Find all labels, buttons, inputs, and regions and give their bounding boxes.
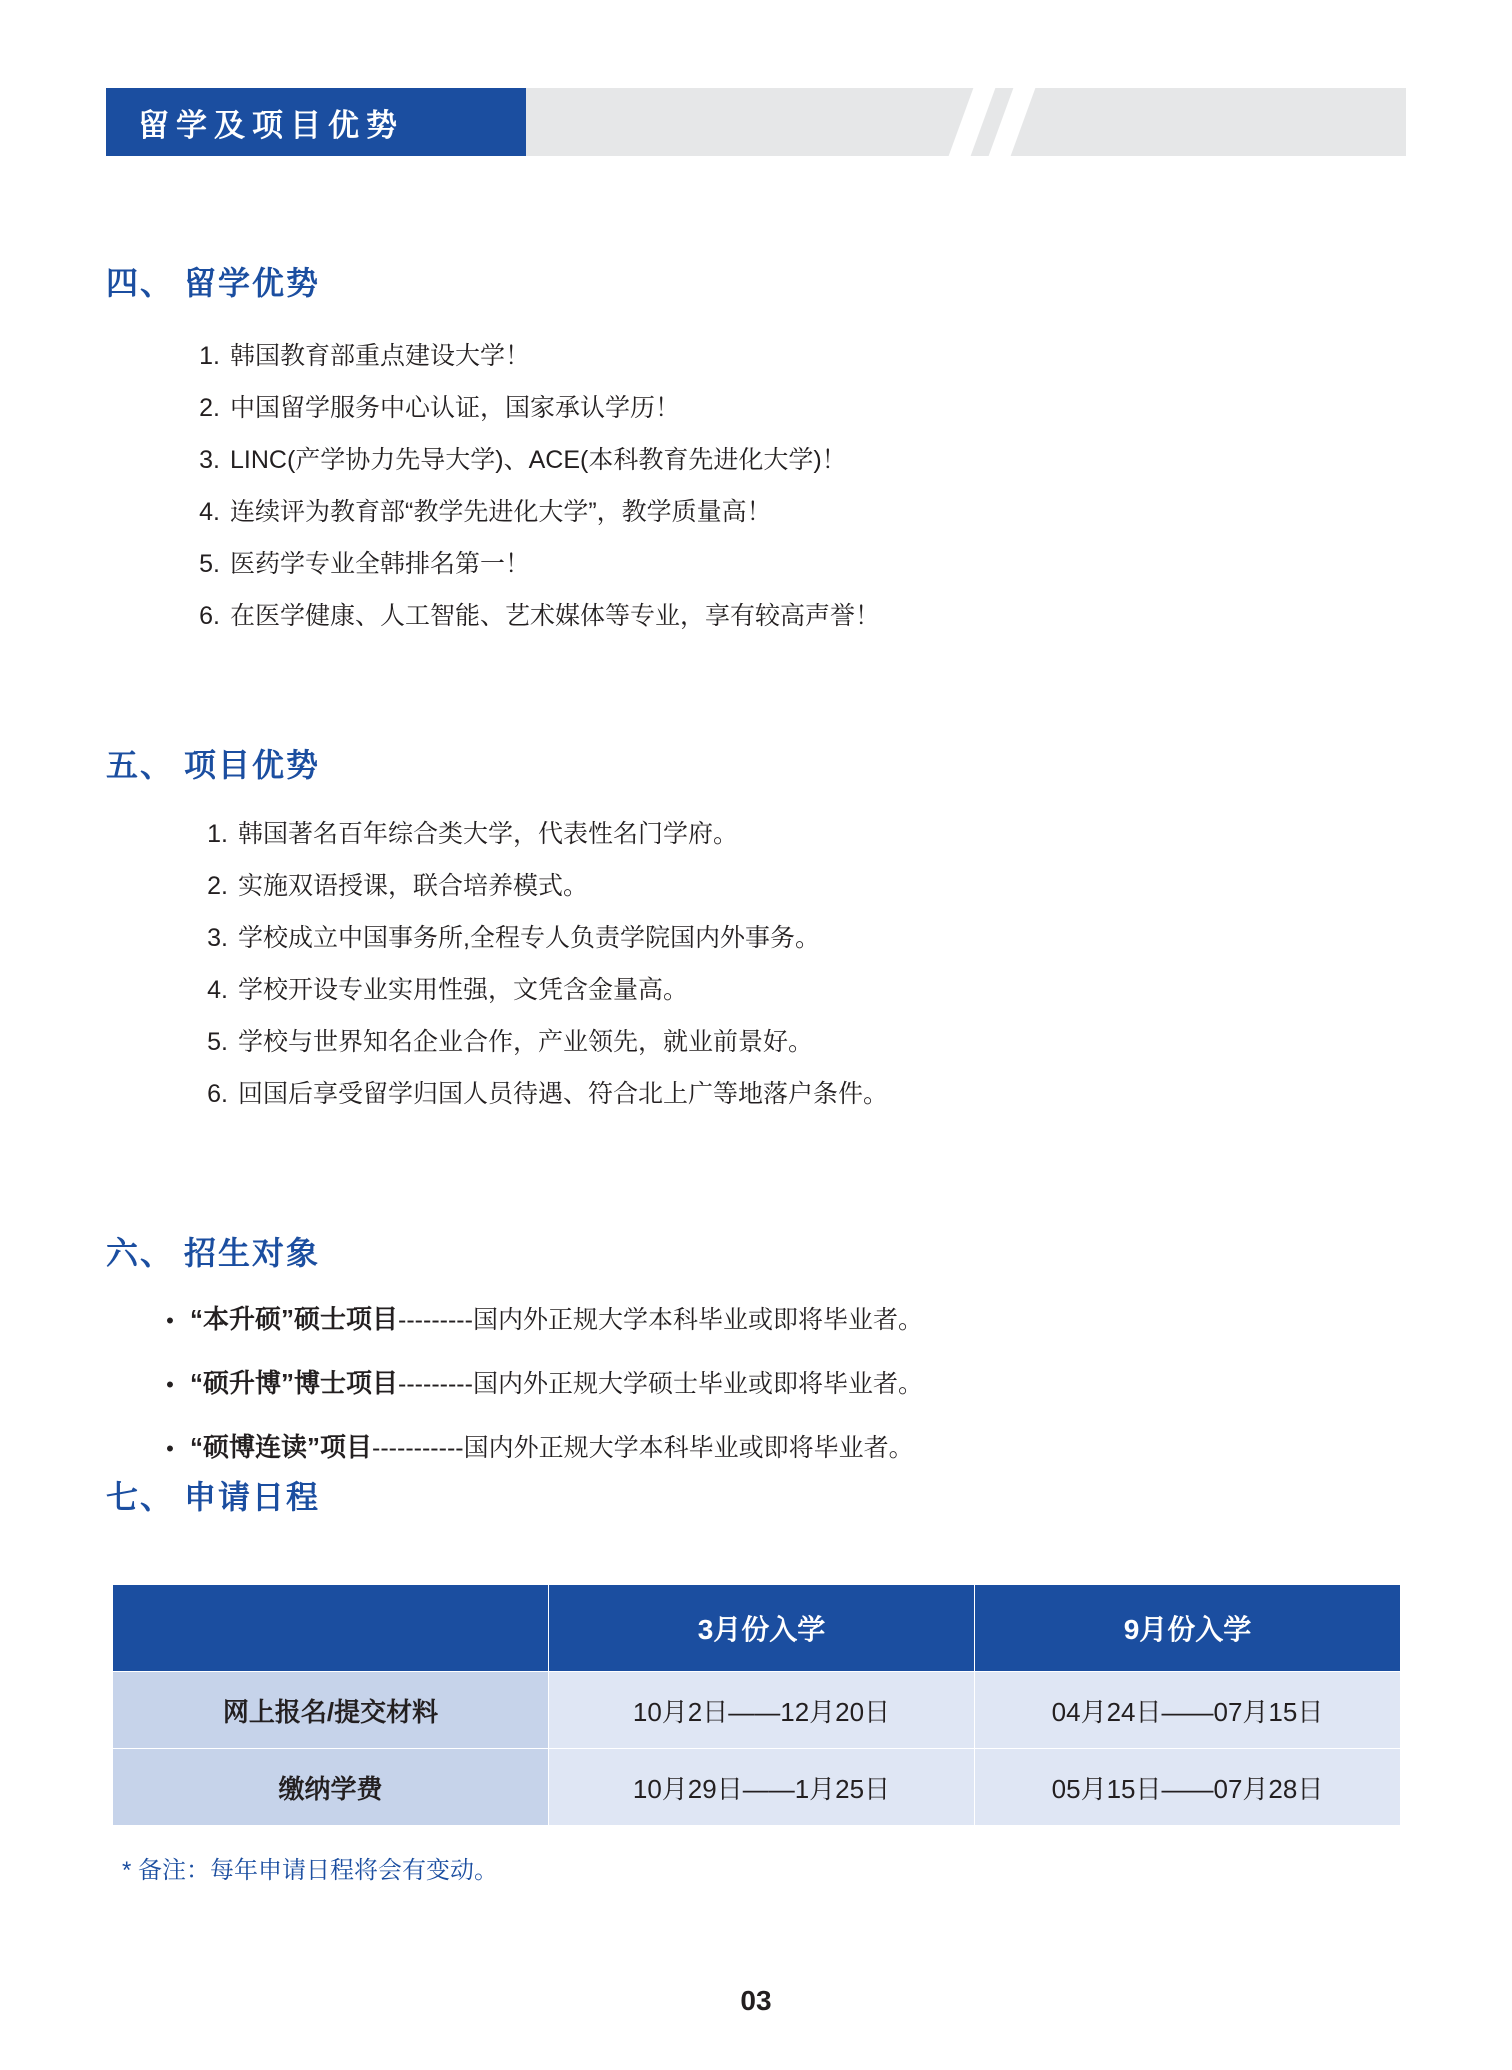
list-item: [150, 1416, 923, 1480]
section-heading-6: [106, 1228, 320, 1274]
application-schedule-table: [112, 1584, 1401, 1826]
list-item: [190, 860, 888, 912]
list-item: [182, 382, 880, 434]
list-item-number: 5.: [199, 550, 220, 578]
list-item-strong: “硕升博”博士项目: [190, 1368, 399, 1398]
section-title-4: 留学优势: [184, 265, 321, 301]
bullet-dot-icon: •: [166, 1436, 174, 1461]
list-item: [190, 964, 888, 1016]
list-item: [150, 1288, 923, 1352]
table-cell: 10月2日——12月20日: [549, 1672, 975, 1749]
list-item-label: ---------国内外正规大学硕士毕业或即将毕业者。: [398, 1370, 923, 1398]
list-item-number: 6.: [207, 1080, 228, 1108]
list-item-label: 韩国著名百年综合类大学，代表性名门学府。: [238, 820, 739, 848]
table-row: [113, 1672, 1401, 1749]
list-item-label: LINC(产学协力先导大学)、ACE(本科教育先进化大学)！: [230, 446, 847, 474]
table-row: [113, 1749, 1401, 1826]
list-item: [150, 1352, 923, 1416]
list-item: [182, 590, 880, 642]
list-item-label: 学校开设专业实用性强，文凭含金量高。: [238, 976, 689, 1004]
list-item-number: 6.: [199, 602, 220, 630]
list-item-strong: “本升硕”硕士项目: [190, 1304, 399, 1334]
list-item: [182, 538, 880, 590]
list-item-label: 连续评为教育部“教学先进化大学”，教学质量高！: [230, 498, 772, 526]
section-heading-7: [106, 1472, 320, 1518]
table-row-label: 缴纳学费: [113, 1749, 549, 1826]
list-item: [182, 486, 880, 538]
section-number-5: 五、: [106, 747, 175, 783]
list-item-number: 2.: [207, 872, 228, 900]
section-title-7: 申请日程: [184, 1479, 321, 1515]
list-item-label: 学校成立中国事务所,全程专人负责学院国内外事务。: [238, 924, 820, 952]
page-number: 03: [740, 1985, 772, 2016]
list-item-label: 回国后享受留学归国人员待遇、符合北上广等地落户条件。: [238, 1080, 889, 1108]
table-cell: 10月29日——1月25日: [549, 1749, 975, 1826]
bullet-dot-icon: •: [166, 1308, 174, 1333]
banner-title: 留学及项目优势: [138, 107, 404, 143]
list-item-label: 学校与世界知名企业合作，产业领先，就业前景好。: [238, 1028, 814, 1056]
section-title-5: 项目优势: [184, 747, 321, 783]
list-item: [182, 434, 880, 486]
list-item-number: 2.: [199, 394, 220, 422]
section-heading-5: [106, 740, 320, 786]
list-item: [190, 1068, 888, 1120]
list-item-number: 5.: [207, 1028, 228, 1056]
list-item-number: 3.: [207, 924, 228, 952]
table-header-september: 9月份入学: [975, 1585, 1401, 1672]
list-item: [182, 330, 880, 382]
table-header-blank: [113, 1585, 549, 1672]
list-item-number: 1.: [207, 820, 228, 848]
table-header-march: 3月份入学: [549, 1585, 975, 1672]
list-item-label: 实施双语授课，联合培养模式。: [238, 872, 589, 900]
table-header-row: [113, 1585, 1401, 1672]
section-number-4: 四、: [106, 265, 175, 301]
list-item-number: 1.: [199, 342, 220, 370]
table-row-label: 网上报名/提交材料: [113, 1672, 549, 1749]
header-banner: [106, 88, 1406, 156]
list-item-label: 中国留学服务中心认证，国家承认学历！: [230, 394, 681, 422]
list-item-label: 在医学健康、人工智能、艺术媒体等专业，享有较高声誉！: [230, 602, 881, 630]
banner-blue-block: [106, 88, 526, 156]
list-item-label: 医药学专业全韩排名第一！: [230, 550, 531, 578]
section-title-6: 招生对象: [184, 1235, 321, 1271]
list-item: [190, 808, 888, 860]
bullet-dot-icon: •: [166, 1372, 174, 1397]
list-item: [190, 1016, 888, 1068]
advantages-list-study: [182, 330, 880, 642]
list-item-label: 韩国教育部重点建设大学！: [230, 342, 531, 370]
advantages-list-program: [190, 808, 888, 1120]
section-heading-4: [106, 258, 320, 304]
list-item-number: 3.: [199, 446, 220, 474]
list-item-strong: “硕博连读”项目: [190, 1432, 373, 1462]
enrollment-target-list: [150, 1288, 923, 1480]
list-item-label: ---------国内外正规大学本科毕业或即将毕业者。: [398, 1306, 923, 1334]
section-number-6: 六、: [106, 1235, 175, 1271]
list-item-number: 4.: [199, 498, 220, 526]
list-item: [190, 912, 888, 964]
section-number-7: 七、: [106, 1479, 175, 1515]
list-item-number: 4.: [207, 976, 228, 1004]
schedule-note: * 备注：每年申请日程将会有变动。: [122, 1857, 499, 1884]
list-item-label: -----------国内外正规大学本科毕业或即将毕业者。: [372, 1434, 914, 1462]
table-cell: 04月24日——07月15日: [975, 1672, 1401, 1749]
table-cell: 05月15日——07月28日: [975, 1749, 1401, 1826]
